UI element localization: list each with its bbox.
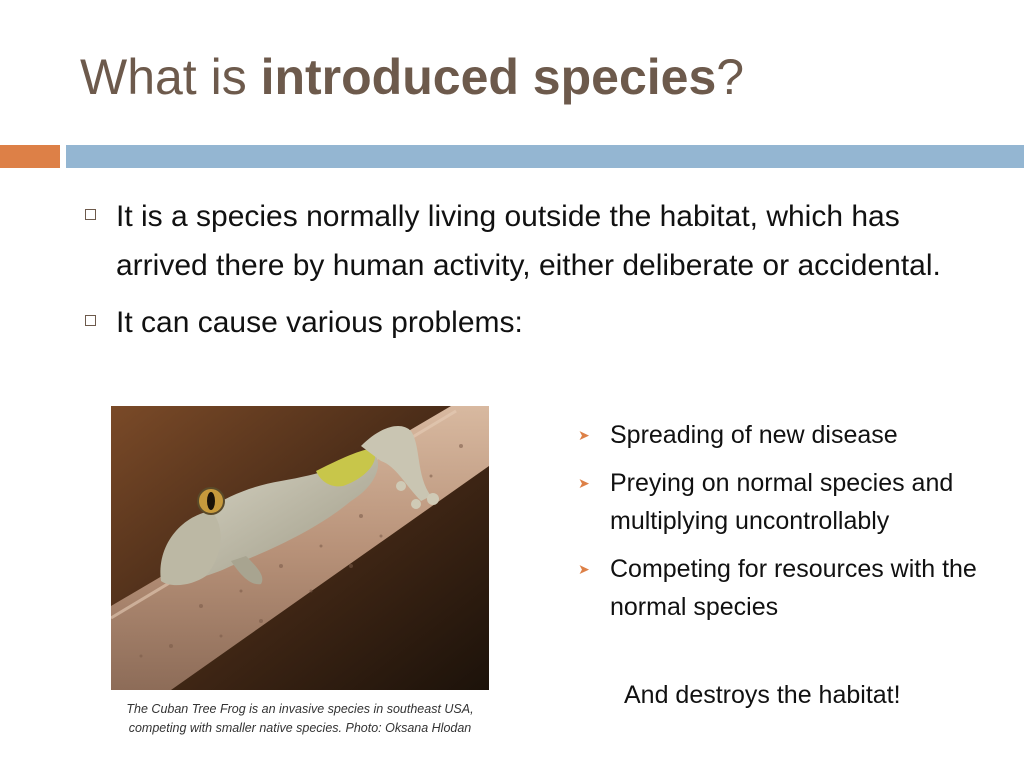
arrowhead-icon: ➤ [578,561,590,577]
frog-photo [111,406,489,690]
title-suffix: ? [716,49,745,105]
accent-bar-orange [0,145,60,168]
accent-bar-blue [66,145,1024,168]
bullet-text: It can cause various problems: [116,306,523,339]
slide-title [80,48,744,106]
problem-item [578,416,1008,454]
main-bullet [80,298,980,347]
problem-list [578,416,1008,636]
arrowhead-icon: ➤ [578,427,590,443]
hollow-square-icon [85,209,96,220]
photo-caption: The Cuban Tree Frog is an invasive species in southeast USA, competing with smaller native species. Photo: Oksana Hlodan [126,702,474,735]
problem-text: Spreading of new disease [610,421,898,449]
title-prefix: What is [80,49,261,105]
hollow-square-icon [85,315,96,326]
main-bullet [80,192,980,290]
conclusion-text: And destroys the habitat! [624,681,901,709]
bullet-text: It is a species normally living outside the habitat, which has arrived there by human activity, either deliberate or accidental. [116,200,941,282]
problem-item [578,464,1008,540]
problem-text: Competing for resources with the normal species [610,555,977,621]
problem-text: Preying on normal species and multiplying uncontrollably [610,469,954,535]
main-bullet-list [80,192,980,355]
arrowhead-icon: ➤ [578,475,590,491]
problem-item [578,550,1008,626]
title-bold: introduced species [260,49,717,105]
